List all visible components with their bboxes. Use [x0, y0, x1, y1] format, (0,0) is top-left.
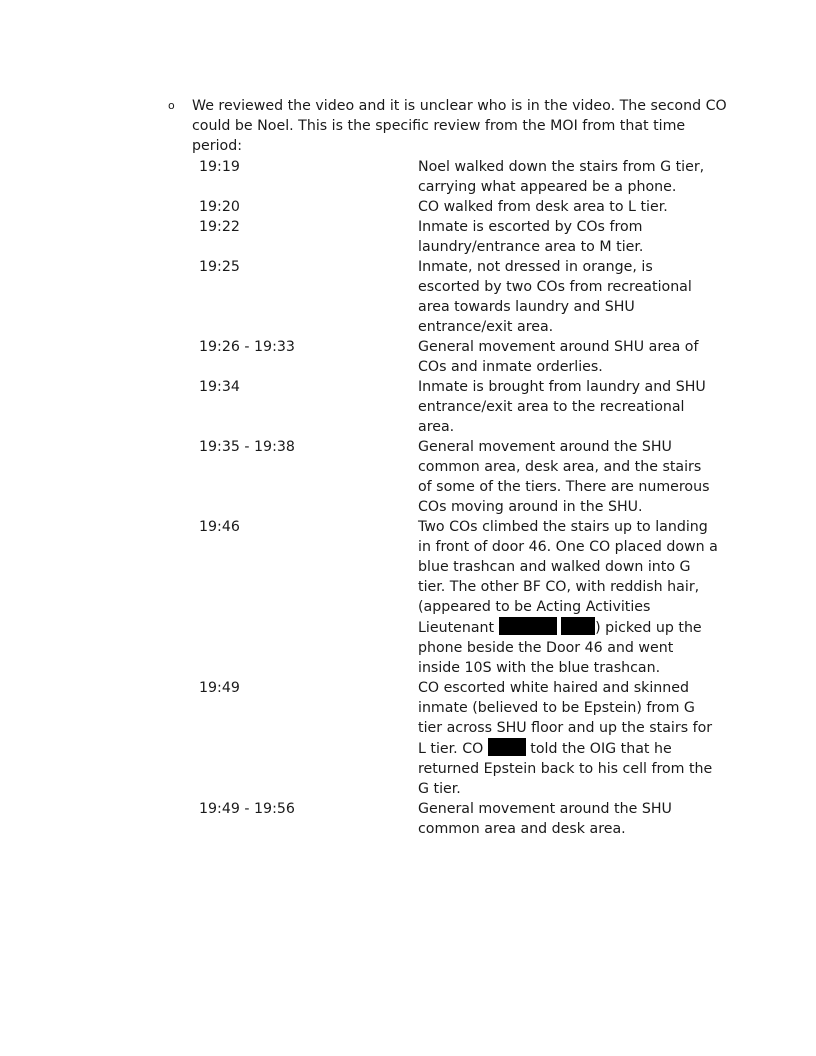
bullet-marker: o [168, 99, 175, 112]
description-text: CO escorted white haired and skinned inmate (believed to be Epstein) from G tier across SHU floor and up the stairs for L tier. CO [418, 680, 713, 757]
event-description: General movement around the SHU common area and desk area. [418, 801, 672, 837]
timestamp: 19:46 [199, 519, 240, 535]
event-description: CO walked from desk area to L tier. [418, 199, 668, 215]
event-description [418, 517, 718, 678]
timeline-row [199, 197, 719, 217]
redaction-block [561, 617, 595, 635]
timestamp: 19:35 - 19:38 [199, 439, 295, 455]
event-description: General movement around the SHU common area, desk area, and the stairs of some of the tiers. There are numerous COs moving around in the SHU. [418, 439, 710, 515]
timestamp: 19:34 [199, 379, 240, 395]
description-text: told the OIG that he returned Epstein back to his cell from the G tier. [418, 741, 713, 797]
timeline-row [199, 377, 719, 437]
redaction-block [499, 617, 557, 635]
timestamp: 19:26 - 19:33 [199, 339, 295, 355]
timestamp: 19:25 [199, 259, 240, 275]
timestamp: 19:49 - 19:56 [199, 801, 295, 817]
timeline-row [199, 257, 719, 337]
timeline-row [199, 799, 719, 839]
event-description: Inmate is escorted by COs from laundry/entrance area to M tier. [418, 219, 644, 255]
timeline-row [199, 437, 719, 517]
intro-bullet-item [168, 96, 728, 156]
description-text: Two COs climbed the stairs up to landing in front of door 46. One CO placed down a blue trashcan and walked down into G tier. The other BF CO, with reddish hair, (appeared to be Acting Activities Lieutenant [418, 519, 718, 636]
timeline-row [199, 157, 719, 197]
event-description: General movement around SHU area of COs and inmate orderlies. [418, 339, 699, 375]
redaction-block [488, 738, 526, 756]
timeline-row [199, 337, 719, 377]
timestamp: 19:19 [199, 159, 240, 175]
timestamp: 19:22 [199, 219, 240, 235]
event-description: Noel walked down the stairs from G tier, carrying what appeared be a phone. [418, 159, 705, 195]
description-text: ) picked up the phone beside the Door 46 and went inside 10S with the blue trashcan. [418, 620, 702, 676]
video-review-timeline [199, 157, 719, 839]
timestamp: 19:20 [199, 199, 240, 215]
timeline-row [199, 517, 719, 678]
event-description [418, 678, 718, 799]
timeline-row [199, 217, 719, 257]
event-description: Inmate is brought from laundry and SHU entrance/exit area to the recreational area. [418, 379, 706, 435]
event-description: Inmate, not dressed in orange, is escorted by two COs from recreational area towards laundry and SHU entrance/exit area. [418, 259, 692, 335]
intro-paragraph: We reviewed the video and it is unclear who is in the video. The second CO could be Noel. This is the specific review from the MOI from that time period: [192, 98, 727, 154]
timestamp: 19:49 [199, 680, 240, 696]
timeline-row [199, 678, 719, 799]
